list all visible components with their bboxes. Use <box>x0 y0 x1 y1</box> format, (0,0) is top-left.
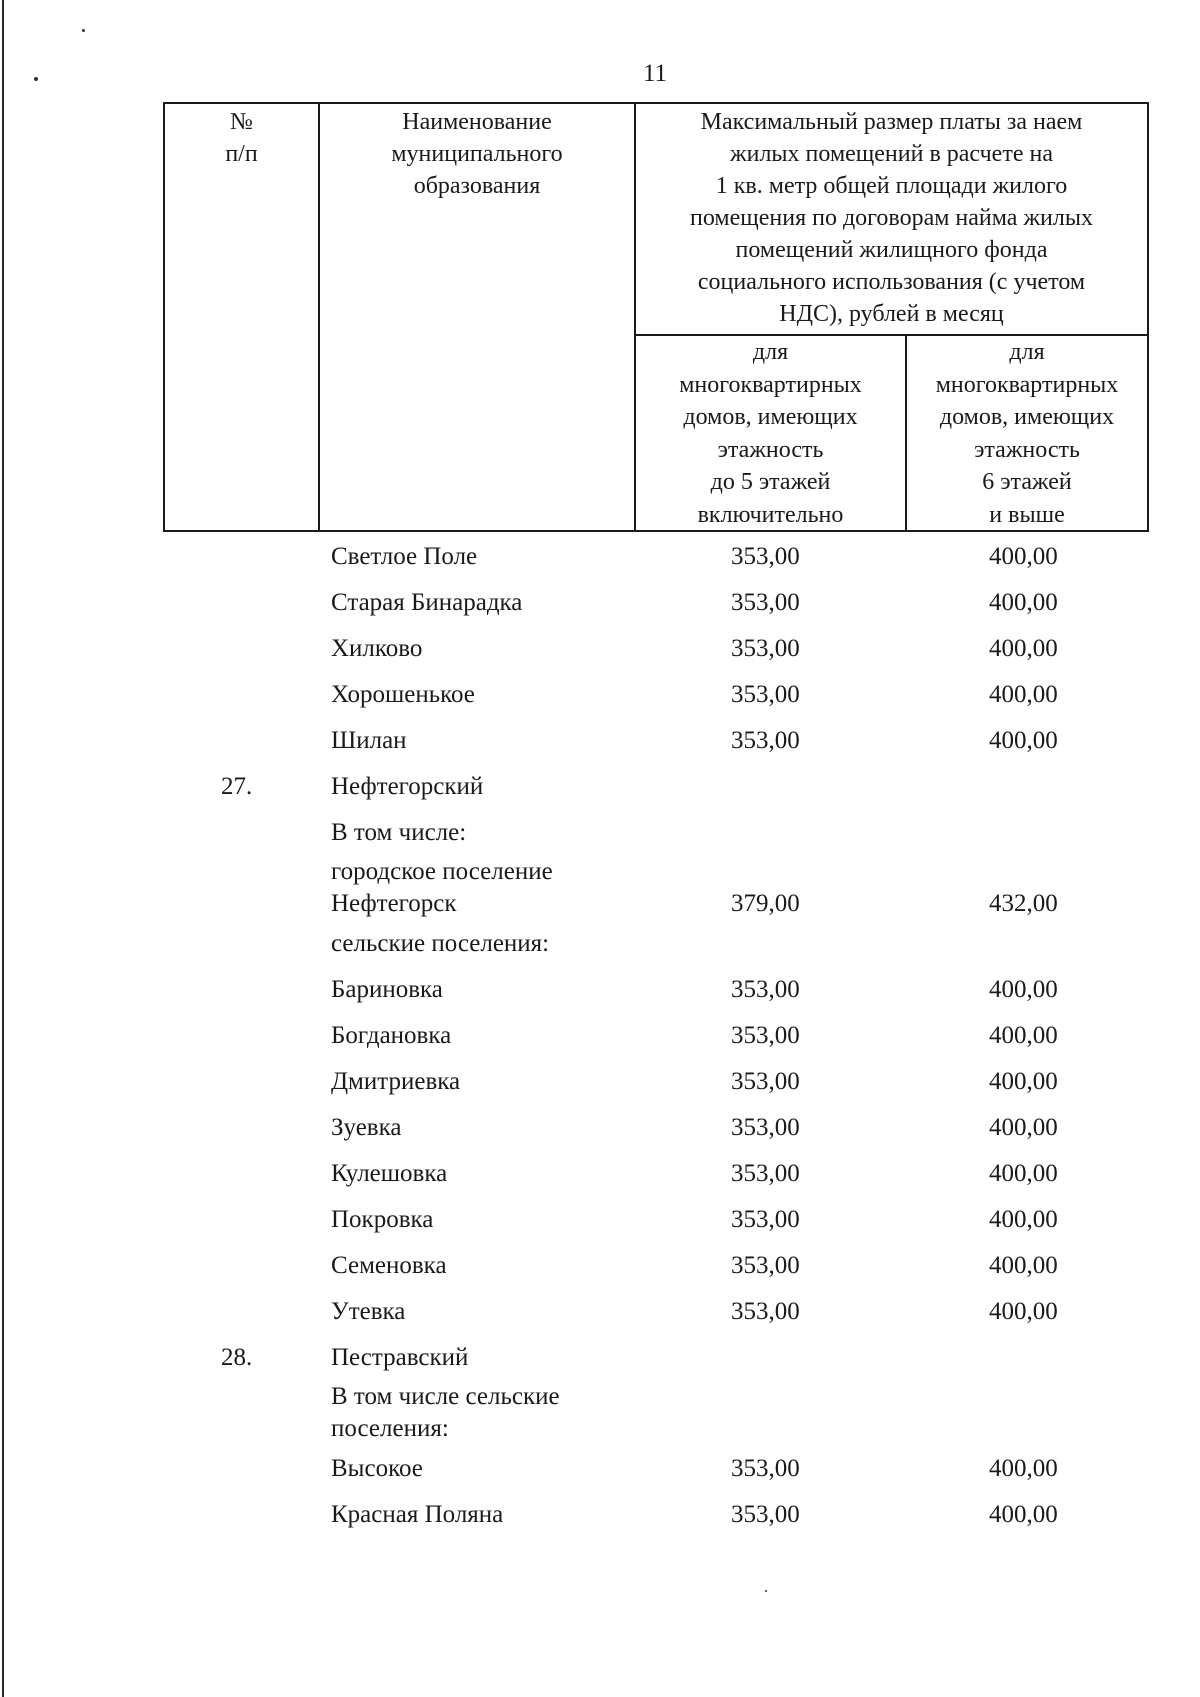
fee-6-floors-and-above: 400,00 <box>989 727 1058 754</box>
fee-6-floors-and-above: 400,00 <box>989 1022 1058 1049</box>
fee-up-to-5-floors: 353,00 <box>731 1252 800 1279</box>
settlement-name: Зуевка <box>331 1114 402 1141</box>
fee-6-floors-and-above: 400,00 <box>989 1252 1058 1279</box>
section-label: сельские поселения: <box>331 930 550 957</box>
header-col-max-fee-text: Максимальный размер платы за наем жилых помещений в расчете на 1 кв. метр общей площади жилого помещения по договорам найма жилых помещений жилищного фонда социального использования (с учетом НДС), рублей в месяц <box>690 109 1093 327</box>
settlement-name: Хорошенькое <box>331 681 475 708</box>
fee-6-floors-and-above: 400,00 <box>989 589 1058 616</box>
settlement-name: городское поселение Нефтегорск <box>331 858 553 917</box>
fee-6-floors-and-above: 432,00 <box>989 890 1058 917</box>
fee-6-floors-and-above: 400,00 <box>989 1114 1058 1141</box>
fee-6-floors-and-above: 400,00 <box>989 543 1058 570</box>
fee-up-to-5-floors: 353,00 <box>731 1160 800 1187</box>
settlement-name: Утевка <box>331 1298 406 1325</box>
settlement-name: Старая Бинарадка <box>331 589 523 616</box>
fee-up-to-5-floors: 353,00 <box>731 1114 800 1141</box>
fee-up-to-5-floors: 353,00 <box>731 1022 800 1049</box>
settlement-name: Кулешовка <box>331 1160 448 1187</box>
fee-up-to-5-floors: 353,00 <box>731 1068 800 1095</box>
fee-6-floors-and-above: 400,00 <box>989 681 1058 708</box>
fee-up-to-5-floors: 353,00 <box>731 1298 800 1325</box>
fee-6-floors-and-above: 400,00 <box>989 1455 1058 1482</box>
header-col-6-floors-and-above-text: для многоквартирных домов, имеющих этажность 6 этажей и выше <box>935 339 1119 528</box>
settlement-name: Светлое Поле <box>331 543 478 570</box>
fee-6-floors-and-above: 400,00 <box>989 976 1058 1003</box>
district-name: Пестравский <box>331 1344 469 1371</box>
fee-up-to-5-floors: 353,00 <box>731 1455 800 1482</box>
fee-up-to-5-floors: 353,00 <box>731 635 800 662</box>
fee-up-to-5-floors: 353,00 <box>731 1501 800 1528</box>
fee-up-to-5-floors: 353,00 <box>731 976 800 1003</box>
header-col-number-text: № п/п <box>225 109 258 167</box>
page-number: 11 <box>642 60 668 87</box>
settlement-name: Хилково <box>331 635 423 662</box>
settlement-name: Семеновка <box>331 1252 447 1279</box>
settlement-name: Дмитриевка <box>331 1068 461 1095</box>
section-label: В том числе: <box>331 819 467 846</box>
fee-6-floors-and-above: 400,00 <box>989 635 1058 662</box>
header-col-name-text: Наименование муниципального образования <box>391 109 563 199</box>
section-label: В том числе сельские поселения: <box>331 1383 560 1442</box>
settlement-name: Бариновка <box>331 976 443 1003</box>
settlement-name: Покровка <box>331 1206 434 1233</box>
fee-6-floors-and-above: 400,00 <box>989 1206 1058 1233</box>
settlement-name: Высокое <box>331 1455 423 1482</box>
fee-up-to-5-floors: 353,00 <box>731 681 800 708</box>
settlement-name: Богдановка <box>331 1022 452 1049</box>
settlement-name: Красная Поляна <box>331 1501 504 1528</box>
fee-up-to-5-floors: 353,00 <box>731 543 800 570</box>
fee-up-to-5-floors: 353,00 <box>731 727 800 754</box>
fee-6-floors-and-above: 400,00 <box>989 1501 1058 1528</box>
district-number: 28. <box>221 1344 253 1371</box>
fee-up-to-5-floors: 353,00 <box>731 1206 800 1233</box>
fee-6-floors-and-above: 400,00 <box>989 1298 1058 1325</box>
district-name: Нефтегорский <box>331 773 484 800</box>
fee-6-floors-and-above: 400,00 <box>989 1160 1058 1187</box>
settlement-name: Шилан <box>331 727 407 754</box>
fee-up-to-5-floors: 379,00 <box>731 890 800 917</box>
header-col-up-to-5-floors-text: для многоквартирных домов, имеющих этажность до 5 этажей включительно <box>679 339 862 528</box>
fee-up-to-5-floors: 353,00 <box>731 589 800 616</box>
district-number: 27. <box>221 773 253 800</box>
fee-6-floors-and-above: 400,00 <box>989 1068 1058 1095</box>
